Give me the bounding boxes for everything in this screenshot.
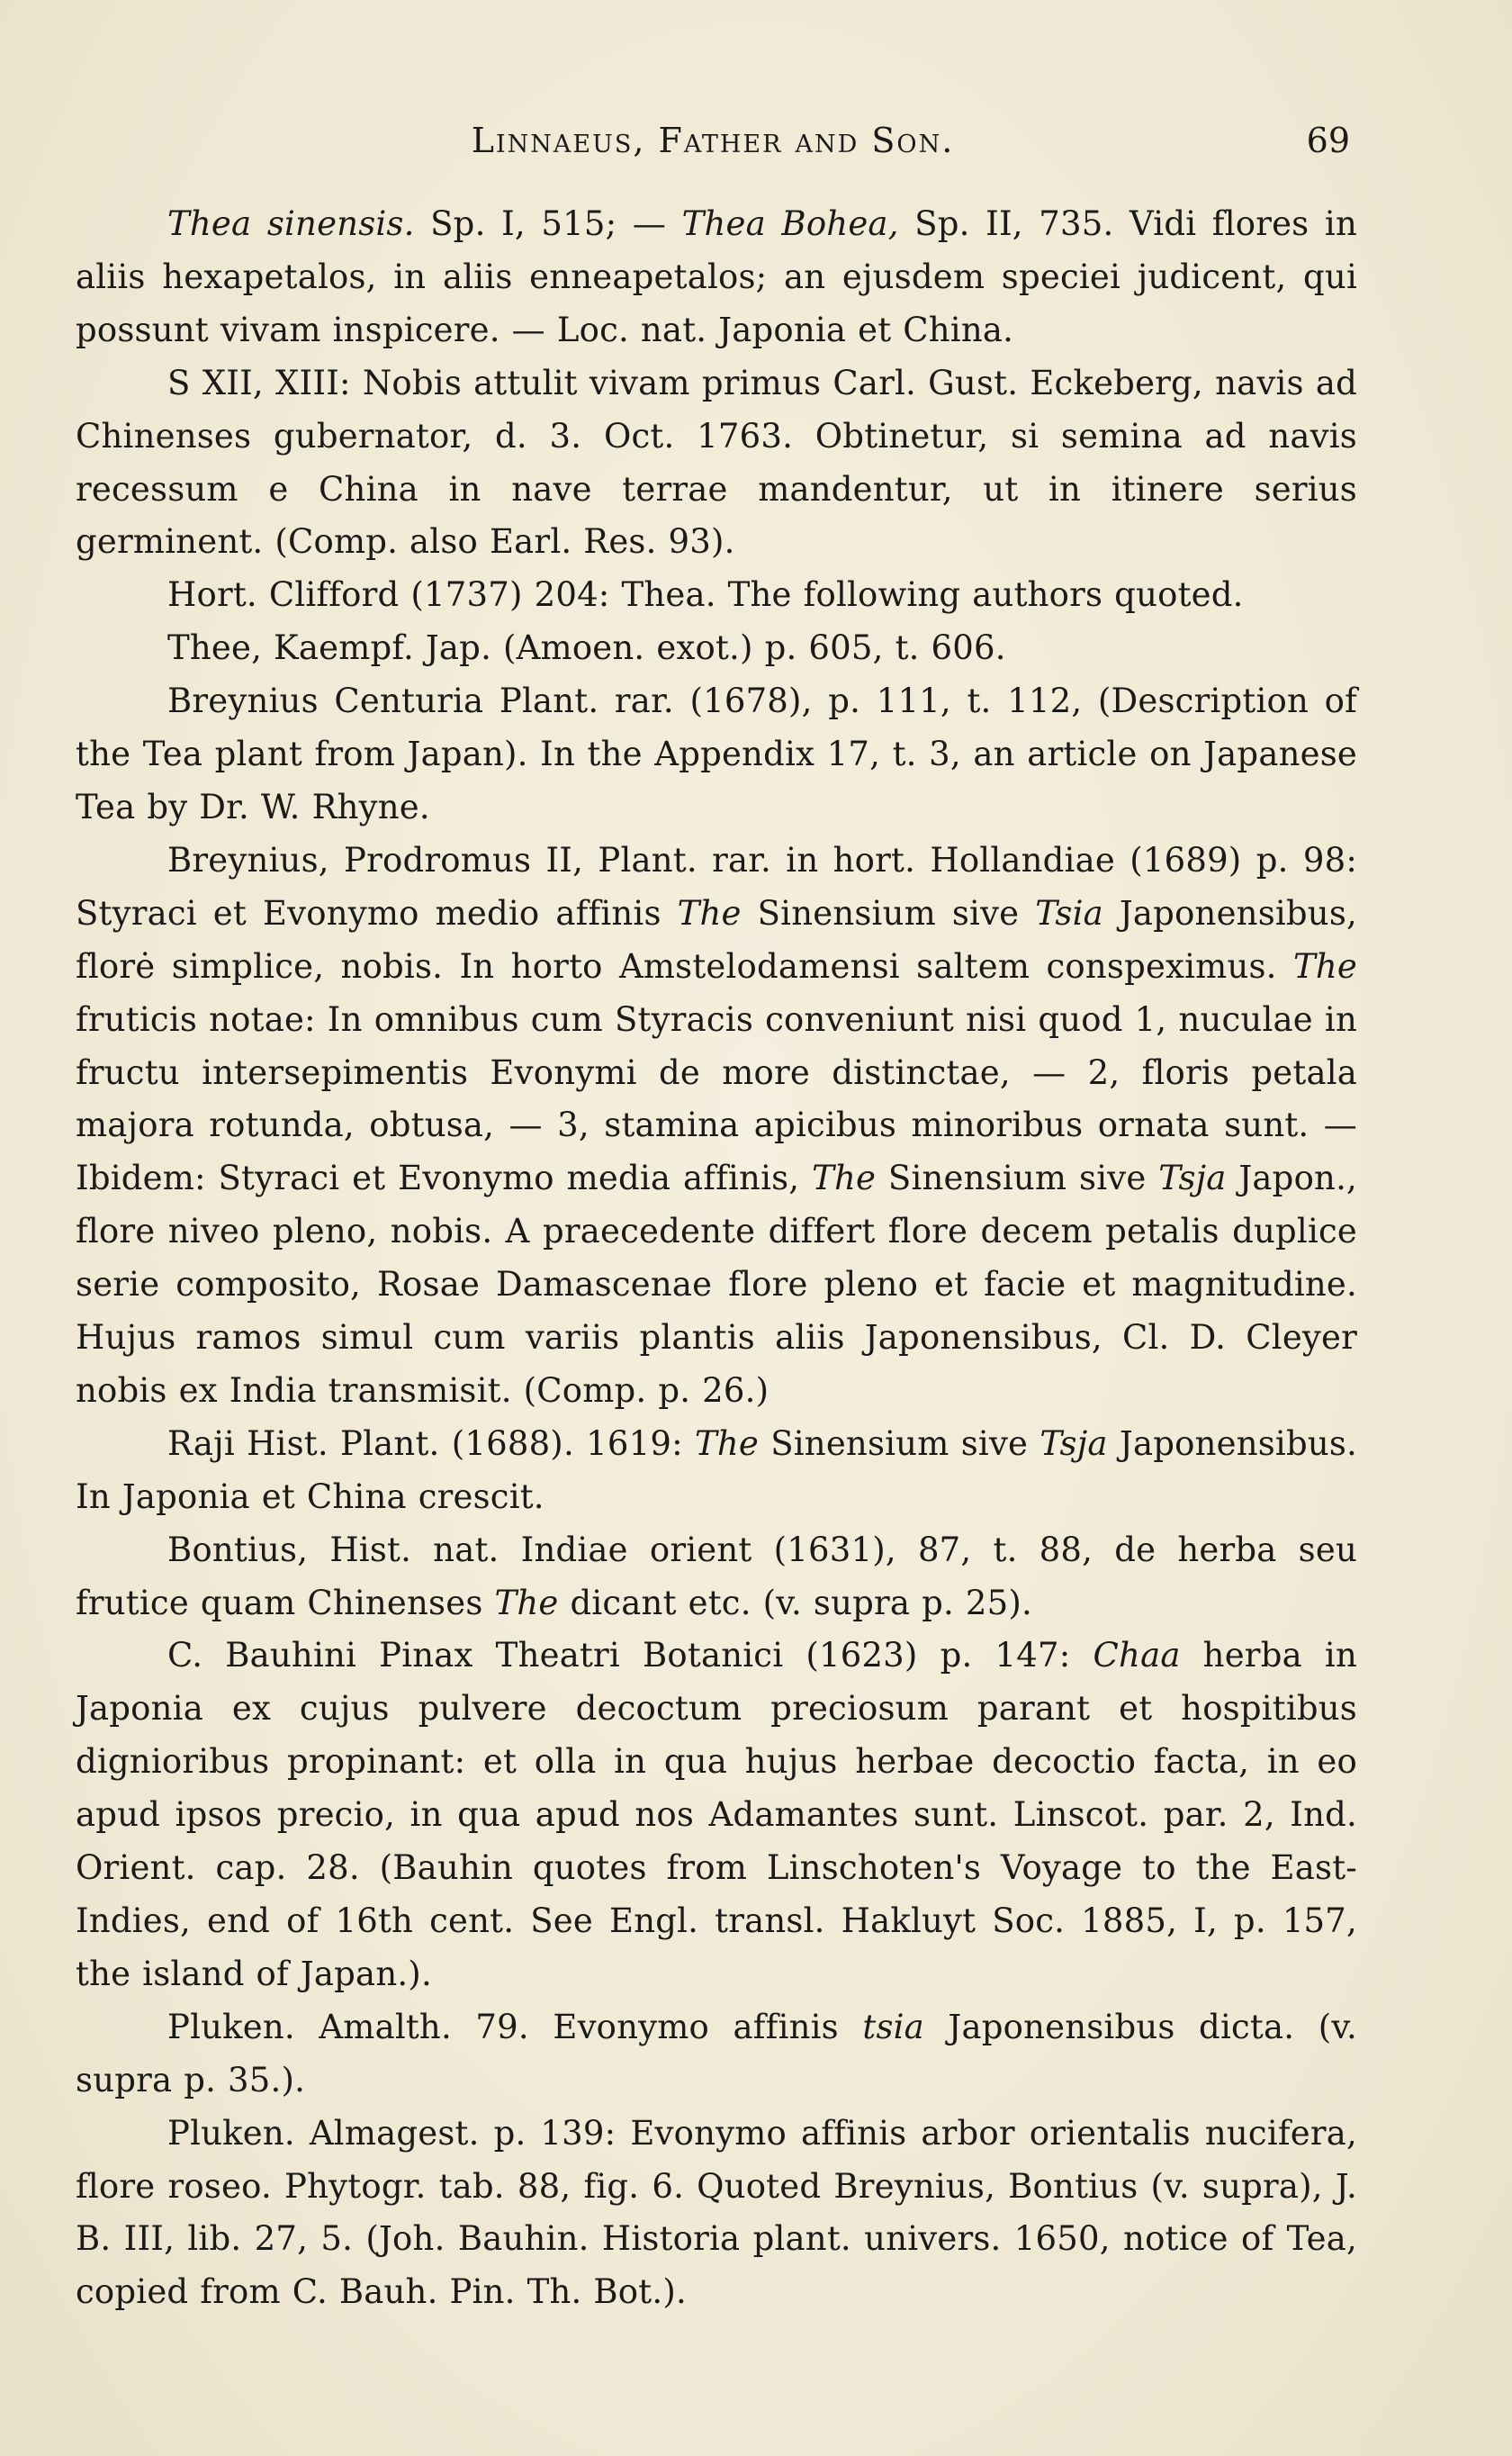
italic-text: The: [812, 1159, 877, 1198]
text-run: Japon., flore niveo pleno, nobis. A praecedente differt flore decem petalis duplice serie composito, Rosae Damascenae flore pleno et facie et magnitudine. Hujus ramos simul cum variis plantis aliis Japonensibus, Cl. D. Cleyer nobis ex India transmisit. (Comp. p. 26.): [76, 1159, 1358, 1410]
text-run: Thee, Kaempf. Jap. (Amoen. exot.) p. 605, t. 606.: [167, 628, 1006, 668]
text-run: Japonensibus dicta. (v. supra p. 35.).: [76, 2007, 1357, 2099]
text-run: Breynius, Prodromus II, Plant. rar. in hort. Hollandiae (1689) p. 98: Styraci et Evonymo medio affinis: [76, 840, 1357, 933]
running-head: [76, 113, 1350, 167]
italic-text: Tsia: [1035, 893, 1103, 933]
text-run: C. Bauhini Pinax Theatri Botanici (1623) p. 147:: [167, 1636, 1094, 1675]
paragraph: [76, 2001, 1357, 2108]
text-run: Japonensibus, florė simplice, nobis. In horto Amstelodamensi saltem conspeximus.: [76, 893, 1357, 986]
paragraph: [76, 1630, 1357, 2000]
paragraph: [76, 622, 1357, 675]
text-run: Breynius Centuria Plant. rar. (1678), p. 111, t. 112, (Description of the Tea plant from Japan). In the Appendix 17, t. 3, an article on Japanese Tea by Dr. W. Rhyne.: [76, 682, 1357, 826]
text-run: Sinensium sive: [741, 893, 1036, 933]
paragraph: [76, 835, 1357, 1418]
text-run: Raji Hist. Plant. (1688). 1619:: [167, 1423, 695, 1463]
text-run: Bontius, Hist. nat. Indiae orient (1631), 87, t. 88, de herba seu frutice quam Chinenses: [76, 1530, 1357, 1622]
italic-text: Thea sinensis.: [167, 204, 415, 243]
text-run: dicant etc. (v. supra p. 25).: [558, 1583, 1032, 1622]
running-title: Linnaeus, Father and Son.: [471, 121, 955, 160]
text-run: Japonensibus. In Japonia et China crescit.: [76, 1423, 1358, 1516]
text-run: Sp. I, 515; —: [414, 204, 682, 243]
text-run: Pluken. Amalth. 79. Evonymo affinis: [167, 2007, 863, 2046]
text-run: herba in Japonia ex cujus pulvere decoctum preciosum parant et hospitibus dignioribus propinant: et olla in qua hujus herbae decoctio facta, in eo apud ipsos precio, in qua apud nos Adamantes sunt. Linscot. par. 2, Ind. Orient. cap. 28. (Bauhin quotes from Linschoten's Voyage to the East-Indies, end of 16th cent. See Engl. transl. Hakluyt Soc. 1885, I, p. 157, the island of Japan.).: [76, 1636, 1357, 1993]
paragraph: [76, 1524, 1357, 1630]
italic-text: Tsja: [1040, 1423, 1108, 1463]
text-run: Sinensium sive: [759, 1423, 1040, 1463]
italic-text: tsia: [862, 2007, 924, 2046]
text-run: Pluken. Almagest. p. 139: Evonymo affinis arbor orientalis nucifera, flore roseo. Phytogr. tab. 88, fig. 6. Quoted Breynius, Bontius (v. supra), J. B. III, lib. 27, 5. (Joh. Bauhin. Historia plant. univers. 1650, notice of Tea, copied from C. Bauh. Pin. Th. Bot.).: [76, 2113, 1357, 2312]
text-run: fruticis notae: In omnibus cum Styracis conveniunt nisi quod 1, nuculae in fructu intersepimentis Evonymi de more distinctae, — 2, floris petala majora rotunda, obtusa, — 3, stamina apicibus minoribus ornata sunt. — Ibidem: Styraci et Evonymo media affinis,: [76, 999, 1357, 1198]
italic-text: Tsja: [1158, 1159, 1227, 1198]
paragraph: [76, 2108, 1357, 2320]
paragraph: [76, 675, 1357, 835]
italic-text: The: [1292, 946, 1357, 986]
italic-text: Chaa: [1093, 1636, 1181, 1675]
paragraph: [76, 569, 1357, 622]
text-run: Sinensium sive: [876, 1159, 1159, 1198]
paragraph: [76, 357, 1357, 570]
page-number: 69: [1306, 121, 1350, 160]
italic-text: The: [694, 1423, 759, 1463]
italic-text: The: [677, 893, 742, 933]
paragraph: [76, 198, 1357, 357]
paragraph: [76, 1418, 1357, 1524]
text-run: Sp. II, 735. Vidi flores in aliis hexapetalos, in aliis enneapetalos; an ejusdem speciei judicent, qui possunt vivam inspicere. — Loc. nat. Japonia et China.: [76, 204, 1357, 349]
body-text: [76, 198, 1357, 2319]
text-run: Hort. Clifford (1737) 204: Thea. The following authors quoted.: [167, 575, 1244, 615]
italic-text: The: [494, 1583, 559, 1622]
text-run: S XII, XIII: Nobis attulit vivam primus Carl. Gust. Eckeberg, navis ad Chinenses gubernator, d. 3. Oct. 1763. Obtinetur, si semina ad navis recessum e China in nave terrae mandentur, ut in itinere serius germinent. (Comp. also Earl. Res. 93).: [76, 363, 1357, 562]
italic-text: Thea Bohea,: [681, 204, 899, 243]
